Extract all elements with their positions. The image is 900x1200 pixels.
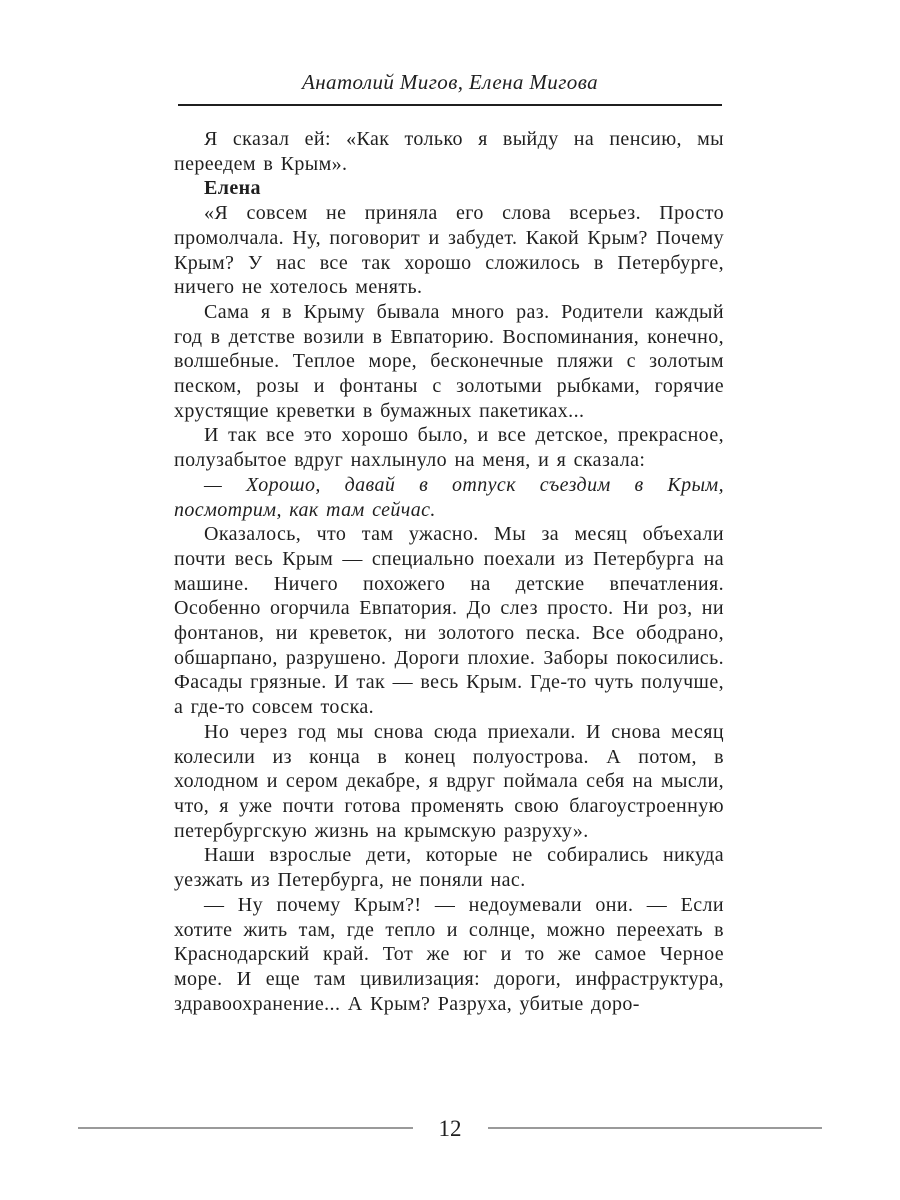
footer-rule-right [488,1127,823,1129]
paragraph: Наши взрослые дети, которые не собирались никуда уезжать из Петербурга, не поняли нас. [174,844,724,892]
page-number: 12 [438,1115,462,1141]
paragraph: Оказалось, что там ужасно. Мы за месяц объехали почти весь Крым — специально поехали из Петербурга на машине. Ничего похожего на детские впечатления. Особенно огорчила Евпатория. До слез просто. Ни роз, ни фонтанов, ни креветок, ни золотого песка. Все ободрано, обшарпано, разрушено. Дороги плохие. Заборы покосились. Фасады грязные. И так — весь Крым. Где-то чуть получше, а где-то совсем тоска. [174,523,724,719]
paragraph: Елена [204,177,261,200]
footer-rule-left [78,1127,413,1129]
paragraph: «Я совсем не приняла его слова всерьез. Просто промолчала. Ну, поговорит и забудет. Какой Крым? Почему Крым? У нас все так хорошо сложилось в Петербурге, ничего не хотелось менять. [174,202,724,299]
paragraph: — Хорошо, давай в отпуск съездим в Крым, посмотрим, как там сейчас. [174,473,724,521]
body-text [174,127,724,1016]
running-header: Анатолий Мигов, Елена Мигова [302,70,598,94]
page-footer [78,1113,822,1143]
paragraph: Я сказал ей: «Как только я выйду на пенсию, мы переедем в Крым». [174,128,724,175]
header-rule [178,104,722,106]
paragraph: Но через год мы снова сюда приехали. И снова месяц колесили из конца в конец полуострова. А потом, в холодном и сером декабре, я вдруг поймала себя на мысли, что, я уже почти готова променять свою благоустроенную петербургскую жизнь на крымскую разруху». [174,720,724,842]
paragraph: — Ну почему Крым?! — недоумевали они. — Если хотите жить там, где тепло и солнце, можно переехать в Краснодарский край. Тот же юг и то же самое Черное море. И еще там цивилизация: дороги, инфраструктура, здравоохранение... А Крым? Разруха, убитые доро- [174,893,724,1015]
paragraph: И так все это хорошо было, и все детское, прекрасное, полузабытое вдруг нахлынуло на меня, и я сказала: [174,424,724,472]
paragraph: Сама я в Крыму бывала много раз. Родители каждый год в детстве возили в Евпаторию. Воспоминания, конечно, волшебные. Теплое море, бесконечные пляжи с золотым песком, розы и фонтаны с золотыми рыбками, горячие хрустящие креветки в бумажных пакетиках... [174,300,724,422]
